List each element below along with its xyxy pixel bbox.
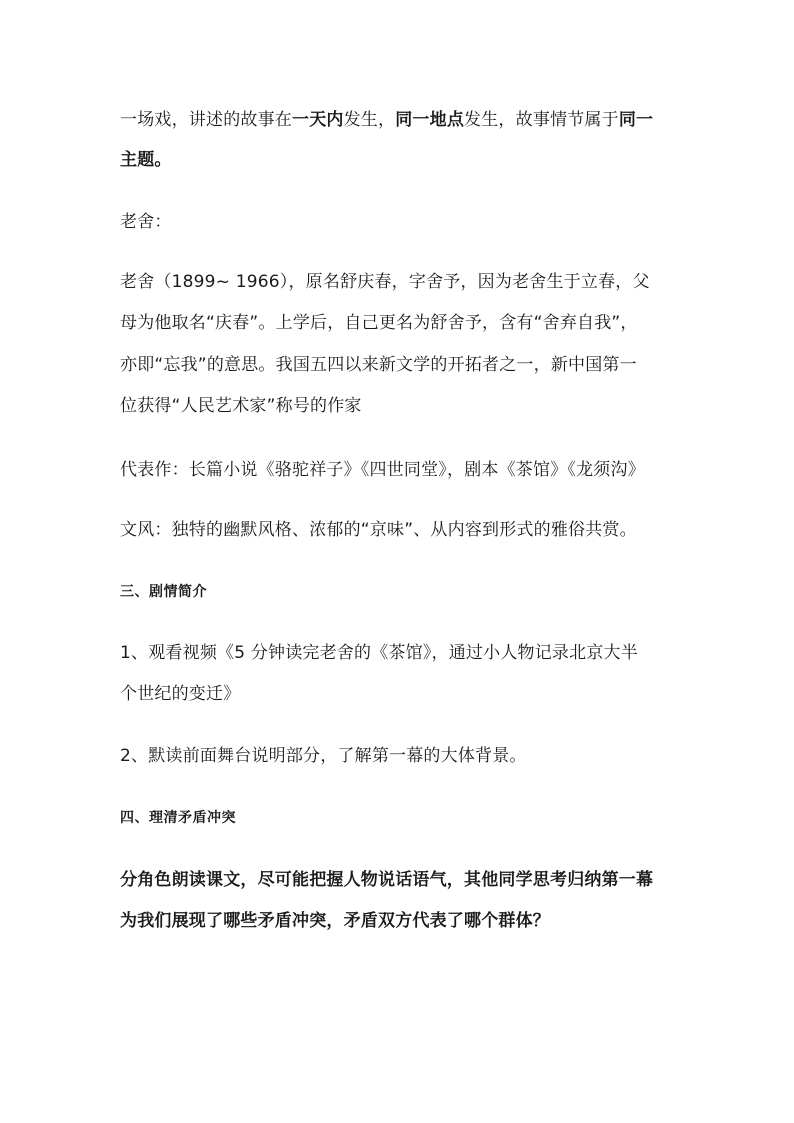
intro-text-1: 一场戏，讲述的故事在: [120, 110, 292, 130]
section-3-heading: 三、剧情简介: [120, 584, 207, 600]
section-4-task-line-2: 为我们展现了哪些矛盾冲突，矛盾双方代表了哪个群体？: [120, 911, 550, 931]
intro-bold-same-place: 同一地点: [395, 110, 465, 130]
intro-line-1: [120, 110, 690, 130]
laoshe-label: 老舍：: [120, 212, 172, 232]
intro-bold-one-day: 一天内: [292, 110, 344, 130]
intro-text-2: 发生，: [343, 110, 396, 130]
section-3-item-2: 2、默读前面舞台说明部分，了解第一幕的大体背景。: [120, 746, 527, 766]
laoshe-works: 代表作：长篇小说《骆驼祥子》《四世同堂》，剧本《茶馆》《龙须沟》: [120, 460, 645, 480]
laoshe-bio-line-1: 老舍（1899~ 1966），原名舒庆春，字舍予，因为老舍生于立春，父: [120, 272, 650, 292]
section-3-item-1-line-2: 个世纪的变迁》: [120, 684, 241, 704]
laoshe-bio-line-4: 位获得“人民艺术家”称号的作家: [120, 396, 362, 416]
intro-text-3: 发生，故事情节属于: [464, 110, 619, 130]
laoshe-bio-line-2: 母为他取名“庆春”。上学后，自己更名为舒舍予，含有“舍弃自我”，: [120, 313, 638, 333]
intro-bold-same: 同一: [618, 110, 654, 130]
intro-line-2: 主题。: [120, 150, 172, 170]
section-4-task-line-1: 分角色朗读课文，尽可能把握人物说话语气，其他同学思考归纳第一幕: [120, 870, 654, 890]
section-4-heading: 四、理清矛盾冲突: [120, 810, 236, 826]
section-3-item-1-line-1: 1、观看视频《5 分钟读完老舍的《茶馆》，通过小人物记录北京大半: [120, 643, 638, 663]
laoshe-bio-line-3: 亦即“忘我”的意思。我国五四以来新文学的开拓者之一，新中国第一: [120, 355, 637, 375]
laoshe-style: 文风：独特的幽默风格、浓郁的“京味”、从内容到形式的雅俗共赏。: [120, 520, 637, 540]
